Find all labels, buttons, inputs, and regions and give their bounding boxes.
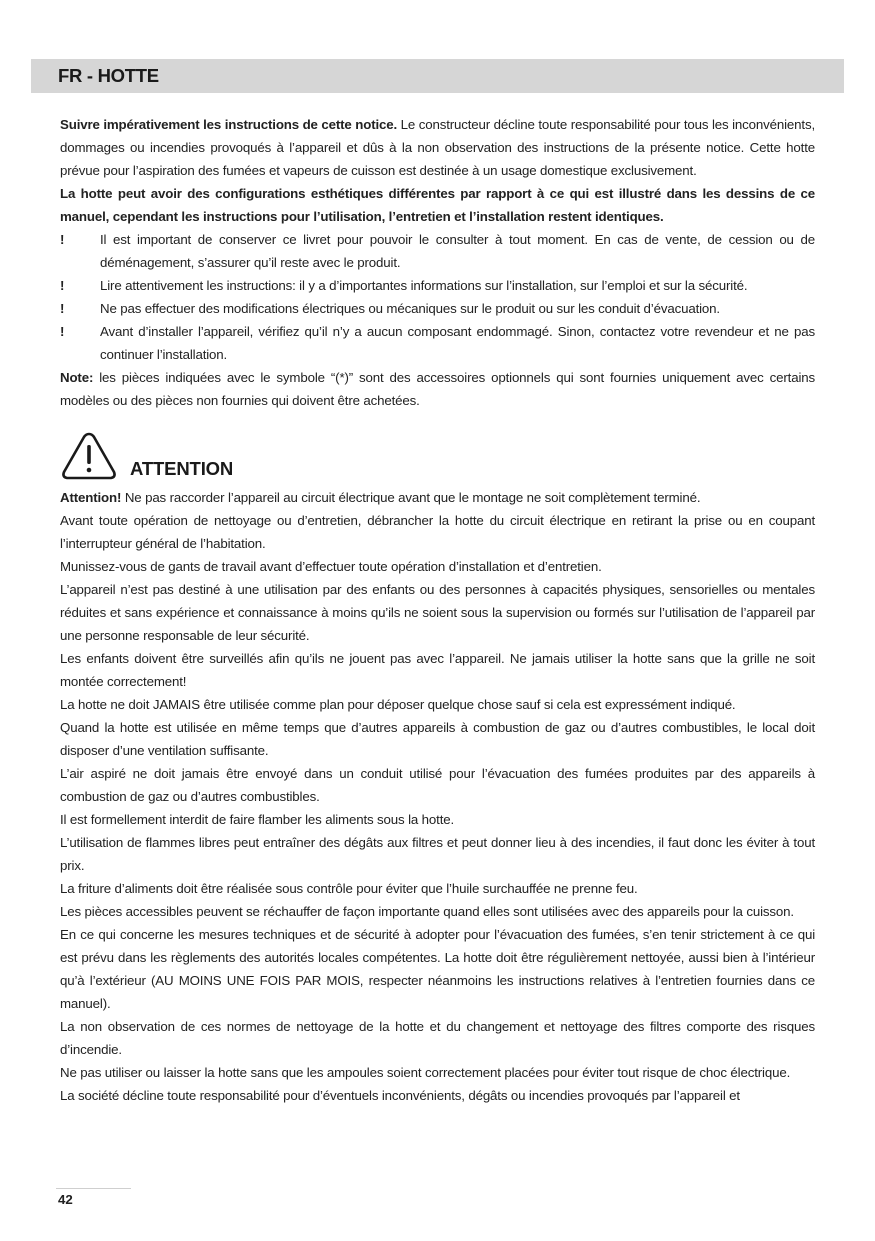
attention-paragraph: L’utilisation de flammes libres peut entraîner des dégâts aux filtres et peut donner lieu à des incendies, il faut donc les éviter à tout prix. (60, 835, 815, 873)
attention-paragraph: Quand la hotte est utilisée en même temps que d’autres appareils à combustion de gaz ou d’autres combustibles, le local doit disposer d’une ventilation suffisante. (60, 720, 815, 758)
attention-paragraph: Munissez-vous de gants de travail avant d’effectuer toute opération d’installation et d’entretien. (60, 559, 602, 574)
attention-heading (60, 430, 815, 482)
attention-paragraph: Il est formellement interdit de faire flamber les aliments sous la hotte. (60, 812, 455, 827)
intro-paragraph (60, 113, 815, 182)
note-paragraph (60, 366, 815, 412)
section-title: FR - HOTTE (58, 65, 159, 86)
attention-paragraph: Ne pas utiliser ou laisser la hotte sans que les ampoules soient correctement placées pour éviter tout risque de choc électrique. (60, 1065, 791, 1080)
exclamation-mark: ! (60, 278, 65, 293)
page-number: 42 (58, 1192, 73, 1207)
attention-first-paragraph (60, 486, 815, 509)
attention-lead-bold: Attention! (60, 490, 122, 505)
attention-paragraph: Avant toute opération de nettoyage ou d’entretien, débrancher la hotte du circuit électrique en retirant la prise ou en coupant l’interrupteur général de l’habitation. (60, 513, 815, 551)
warning-triangle-icon (60, 430, 118, 482)
warning-text: Il est important de conserver ce livret pour pouvoir le consulter à tout moment. En cas de vente, de cession ou de déménagement, s’assurer qu’il reste avec le produit. (100, 232, 815, 270)
attention-paragraph: La hotte ne doit JAMAIS être utilisée comme plan pour déposer quelque chose sauf si cela est expressément indiqué. (60, 697, 736, 712)
attention-paragraph: La friture d’aliments doit être réalisée sous contrôle pour éviter que l’huile surchauffée ne prenne feu. (60, 881, 638, 896)
intro-lead-text: Le constructeur décline toute responsabilité pour tous les inconvénients, dommages ou incendies provoqués à l’appareil et dûs à la non observation des instructions de la présente notice. Cette hotte prévue pour l’aspiration des fumées et vapeurs de cuisson est destinée à un usage domestique exclusivement. (60, 117, 815, 178)
warning-item (60, 320, 815, 366)
exclamation-mark: ! (60, 301, 65, 316)
attention-lead-text: Ne pas raccorder l’appareil au circuit électrique avant que le montage ne soit complètement terminé. (121, 490, 701, 505)
warning-text: Avant d’installer l’appareil, vérifiez qu’il n’y a aucun composant endommagé. Sinon, contactez votre revendeur et ne pas continuer l’installation. (100, 324, 815, 362)
note-label: Note: (60, 370, 94, 385)
attention-paragraph: L’air aspiré ne doit jamais être envoyé dans un conduit utilisé pour l’évacuation des fumées produites par des appareils à combustion de gaz ou d’autres combustibles. (60, 766, 815, 804)
intro-lead-bold: Suivre impérativement les instructions de cette notice. (60, 117, 398, 132)
attention-paragraph: Les enfants doivent être surveillés afin qu’ils ne jouent pas avec l’appareil. Ne jamais utiliser la hotte sans que la grille ne soit montée correctement! (60, 651, 815, 689)
exclamation-mark: ! (60, 324, 65, 339)
footer-divider (56, 1188, 131, 1189)
warning-item (60, 274, 815, 297)
attention-paragraph: La société décline toute responsabilité pour d’éventuels inconvénients, dégâts ou incendies provoqués par l’appareil et (60, 1088, 740, 1103)
warning-item (60, 228, 815, 274)
attention-paragraph: En ce qui concerne les mesures techniques et de sécurité à adopter pour l’évacuation des fumées, s’en tenir strictement à ce qui est prévu dans les règlements des autorités locales compétentes. La hotte doit être régulièrement nettoyée, aussi bien à l’intérieur qu’à l’extérieur (AU MOINS UNE FOIS PAR MOIS, respecter néanmoins les instructions relatives à l’entretien fournies dans ce manuel). (60, 927, 815, 1011)
note-text: les pièces indiquées avec le symbole “(*)” sont des accessoires optionnels qui sont fournies uniquement avec certains modèles ou des pièces non fournies qui doivent être achetées. (60, 370, 815, 408)
attention-paragraph: L’appareil n’est pas destiné à une utilisation par des enfants ou des personnes à capacités physiques, sensorielles ou mentales réduites et sans expérience et connaissance à moins qu’ils ne soient sous la supervision ou formés sur l’utilisation de l’appareil par une personne responsable de leur sécurité. (60, 582, 815, 643)
attention-paragraph: Les pièces accessibles peuvent se réchauffer de façon importante quand elles sont utilisées avec des appareils pour la cuisson. (60, 904, 794, 919)
warning-text: Lire attentivement les instructions: il y a d’importantes informations sur l’installation, sur l’emploi et sur la sécurité. (100, 278, 748, 293)
attention-title: ATTENTION (130, 458, 234, 479)
exclamation-mark: ! (60, 232, 65, 247)
attention-paragraph: La non observation de ces normes de nettoyage de la hotte et du changement et nettoyage des filtres comporte des risques d’incendie. (60, 1019, 815, 1057)
page-content (60, 113, 815, 1107)
warning-text: Ne pas effectuer des modifications électriques ou mécaniques sur le produit ou sur les conduit d’évacuation. (100, 301, 720, 316)
warning-item (60, 297, 815, 320)
config-notice: La hotte peut avoir des configurations esthétiques différentes par rapport à ce qui est illustré dans les dessins de ce manuel, cependant les instructions pour l’utilisation, l’entretien et l’installation restent identiques. (60, 186, 815, 224)
section-header (31, 59, 844, 93)
